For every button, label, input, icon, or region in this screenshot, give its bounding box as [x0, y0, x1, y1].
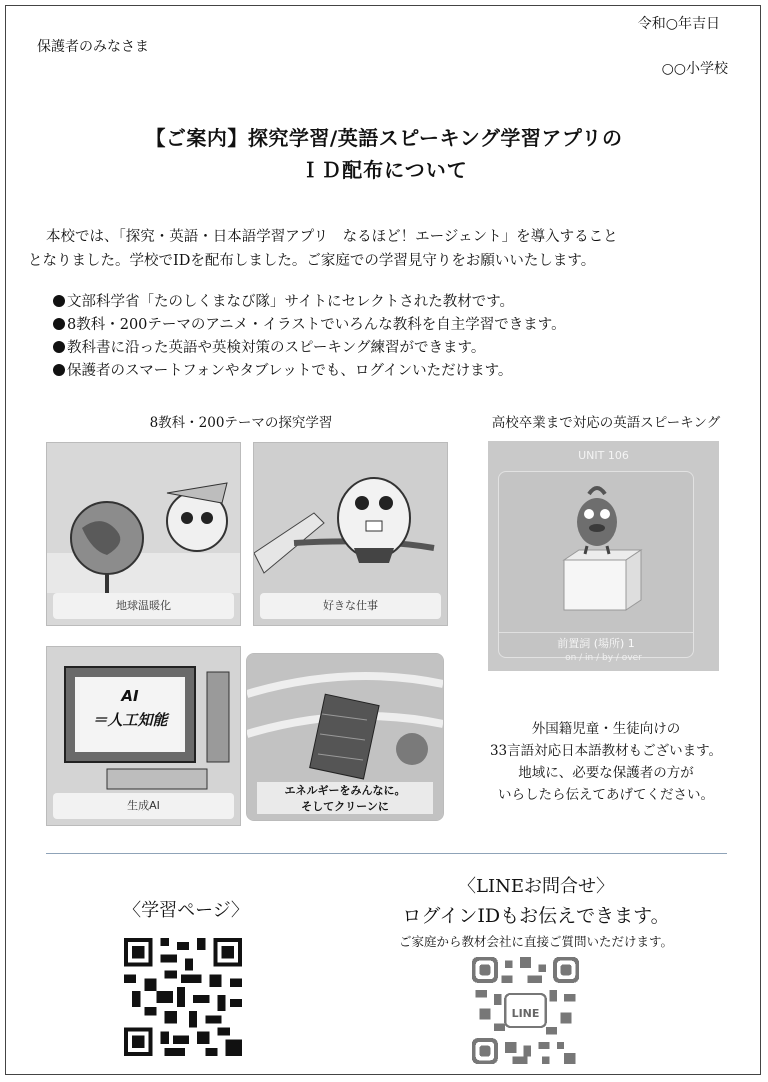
tile-label: 地球温暖化 [53, 593, 234, 619]
study-page-label: 〈学習ページ〉 [123, 900, 249, 921]
intro-line-1: 本校では、「探究・英語・日本語学習アプリ なるほど！エージェント」を導入すること [46, 229, 618, 245]
tile-label: 好きな仕事 [260, 593, 441, 619]
bullet-dot-icon [53, 318, 65, 330]
title-line-2: ＩＤ配布について [300, 158, 468, 182]
tile-energy [246, 653, 444, 821]
line-inquiry-label: 〈LINEお問合せ〉 [458, 876, 614, 897]
feature-list [53, 291, 566, 383]
speaking-caption: 高校卒業まで対応の英語スピーキング [491, 415, 721, 431]
section-divider [46, 853, 727, 854]
lesson-title: 前置詞 (場所) 1 [499, 632, 693, 651]
feature-item: 文部科学省「たのしくまなび隊」サイトにセレクトされた教材です。 [53, 291, 566, 314]
tile-label-line-1: エネルギーをみんなに。 [257, 782, 433, 798]
tile-global-warming [46, 442, 241, 626]
bullet-dot-icon [53, 295, 65, 307]
lesson-card [498, 471, 694, 658]
mascot-on-box-icon [499, 472, 693, 622]
line-direct-question-note: ご家庭から教材会社に直接ご質問いただけます。 [398, 934, 673, 949]
tile-label-line-2: そしてクリーンに [257, 798, 433, 814]
inquiry-caption: 8教科・200テーマの探究学習 [149, 415, 333, 431]
tile-favorite-job [253, 442, 448, 626]
school-name: ○○小学校 [661, 61, 728, 77]
feature-item: 8教科・200テーマのアニメ・イラストでいろんな教科を自主学習できます。 [53, 314, 566, 337]
screen-text-ai-definition: ＝人工知能 [92, 711, 168, 729]
tile-label: 生成AI [53, 793, 234, 819]
feature-item: 保護者のスマートフォンやタブレットでも、ログインいただけます。 [53, 360, 566, 383]
bullet-dot-icon [53, 341, 65, 353]
document-page [5, 5, 761, 1075]
study-page-qr-code[interactable] [124, 938, 242, 1056]
tile-generative-ai [46, 646, 241, 826]
screen-text-ai: AI [121, 687, 139, 705]
intro-line-2: となりました。学校でIDを配布しました。ご家庭での学習見守りをお願いいたします。 [28, 253, 596, 269]
line-logo-text: LINE [511, 1007, 540, 1020]
title-line-1: 【ご案内】探究学習/英語スピーキング学習アプリの [145, 126, 623, 150]
unit-label: UNIT 106 [578, 449, 629, 462]
line-login-id-note: ログインIDもお伝えできます。 [402, 905, 670, 927]
qr-code-icon [124, 938, 242, 1056]
feature-item: 教科書に沿った英語や英検対策のスピーキング練習ができます。 [53, 337, 566, 360]
jp-material-note: 外国籍児童・生徒向けの 33言語対応日本語教材もございます。 地域に、必要な保護者の方が いらしたら伝えてあげてください。 [489, 721, 723, 803]
issue-date: 令和○年吉日 [637, 16, 720, 32]
bullet-dot-icon [53, 364, 65, 376]
lesson-subtitle: on / in / by / over [565, 653, 642, 663]
speaking-panel [488, 441, 719, 671]
recipient: 保護者のみなさま [37, 39, 149, 55]
line-qr-code[interactable] [472, 957, 579, 1064]
